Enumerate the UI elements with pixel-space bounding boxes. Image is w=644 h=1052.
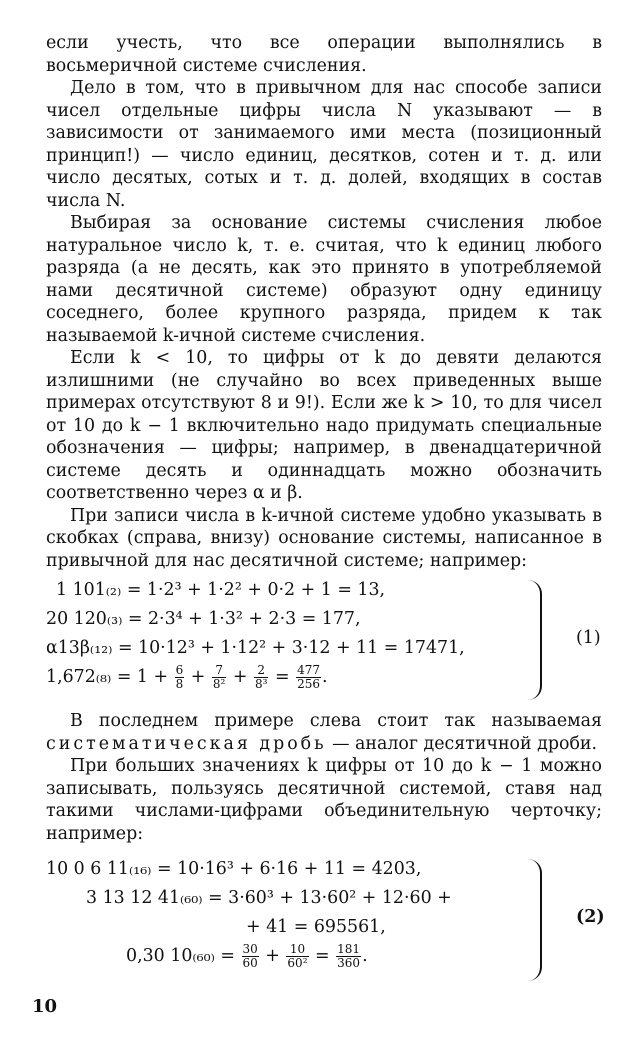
equation-2-line-3: + 41 = 695561, bbox=[246, 917, 386, 937]
equation-2-brace bbox=[526, 859, 542, 981]
paragraph-5: При записи числа в k-ичной системе удобно указывать в скобках (справа, внизу) основание системы, написанное в привычной для нас десятичной системе; например: bbox=[46, 505, 602, 571]
fraction: $\frac{2}{\text{8³}}$ bbox=[255, 663, 268, 691]
equation-1-line-2: 20 120₍₃₎ = 2·3⁴ + 1·3² + 2·3 = 177, bbox=[46, 609, 361, 629]
fraction-result: $\frac{181}{360}$ bbox=[337, 942, 361, 970]
fraction: $\frac{6}{8}$ bbox=[175, 663, 184, 691]
equation-1-brace bbox=[526, 580, 542, 700]
paragraph-6: В последнем примере слева стоит так называемая систематическая дробь — аналог десятичной дроби. bbox=[46, 711, 602, 754]
equation-1-number: (1) bbox=[576, 628, 601, 648]
page-body bbox=[46, 32, 605, 991]
equation-1-line-4: 1,672₍₈₎ = 1 + $\frac{6}{8}$ + $\frac{7}{\text{8²}}$ + $\frac{2}{\text{8³}}$ = $\frac{477}{256}$ . bbox=[46, 663, 328, 691]
paragraph-3: Выбирая за основание системы счисления любое натуральное число k, т. е. считая, что k единиц любого разряда (а не десять, как это принято в употребляемой нами десятичной системе) образуют одну единицу соседнего, более крупного разряда, придем к так называемой k-ичной системе счисления. bbox=[46, 213, 602, 346]
equation-block-2 bbox=[46, 855, 605, 985]
equation-1-line-4-lhs: 1,672₍₈₎ = 1 + bbox=[46, 667, 169, 687]
equation-2-number: (2) bbox=[576, 907, 605, 927]
equation-2-line-1: 10 0 6 11₍₁₆₎ = 10·16³ + 6·16 + 11 = 4203, bbox=[46, 859, 422, 879]
equation-1-line-3: α13β₍₁₂₎ = 10·12³ + 1·12² + 3·12 + 11 = 17471, bbox=[46, 638, 465, 658]
fraction-result: $\frac{477}{256}$ bbox=[297, 663, 320, 691]
paragraph-4: Если k < 10, то цифры от k до девяти делаются излишними (не случайно во всех приведенных выше примерах отсутствуют 8 и 9!). Если же k > 10, то для чисел от 10 до k − 1 включительно надо придумать специальные обозначения — цифры; например, в двенадцатеричной системе десять и одиннадцать можно обозначить соответственно через α и β. bbox=[46, 348, 602, 503]
equation-2-line-4-lhs: 0,30 10₍₆₀₎ = bbox=[126, 946, 235, 966]
fraction: $\frac{7}{\text{8²}}$ bbox=[212, 663, 226, 691]
page-number: 10 bbox=[32, 996, 58, 1017]
equation-2-line-2: 3 13 12 41₍₆₀₎ = 3·60³ + 13·60² + 12·60 + bbox=[86, 888, 452, 908]
paragraph-2: Дело в том, что в привычном для нас способе записи чисел отдельные цифры числа N указывают — в зависимости от занимаемого ими места (позиционный принцип!) — число единиц, десятков, сотен и т. д. или число десятых, сотых и т. д. долей, входящих в состав числа N. bbox=[46, 78, 602, 211]
fraction: $\frac{10}{\text{60²}}$ bbox=[287, 942, 308, 970]
equation-1-line-1: 1 101₍₂₎ = 1·2³ + 1·2² + 0·2 + 1 = 13, bbox=[56, 580, 386, 600]
equation-2-line-4: 0,30 10₍₆₀₎ = $\frac{30}{60}$ + $\frac{10}{\text{60²}}$ = $\frac{181}{360}$ . bbox=[126, 942, 368, 970]
paragraph-1: если учесть, что все операции выполнялись в восьмеричной системе счисления. bbox=[46, 33, 602, 76]
emphasized-term: систематическая дробь bbox=[46, 733, 327, 754]
fraction: $\frac{30}{60}$ bbox=[242, 942, 258, 970]
equation-block-1 bbox=[46, 576, 602, 704]
paragraph-7: При больших значениях k цифры от 10 до k − 1 можно записывать, пользуясь десятичной системой, ставя над такими числами-цифрами объединительную черточку; например: bbox=[46, 756, 602, 844]
